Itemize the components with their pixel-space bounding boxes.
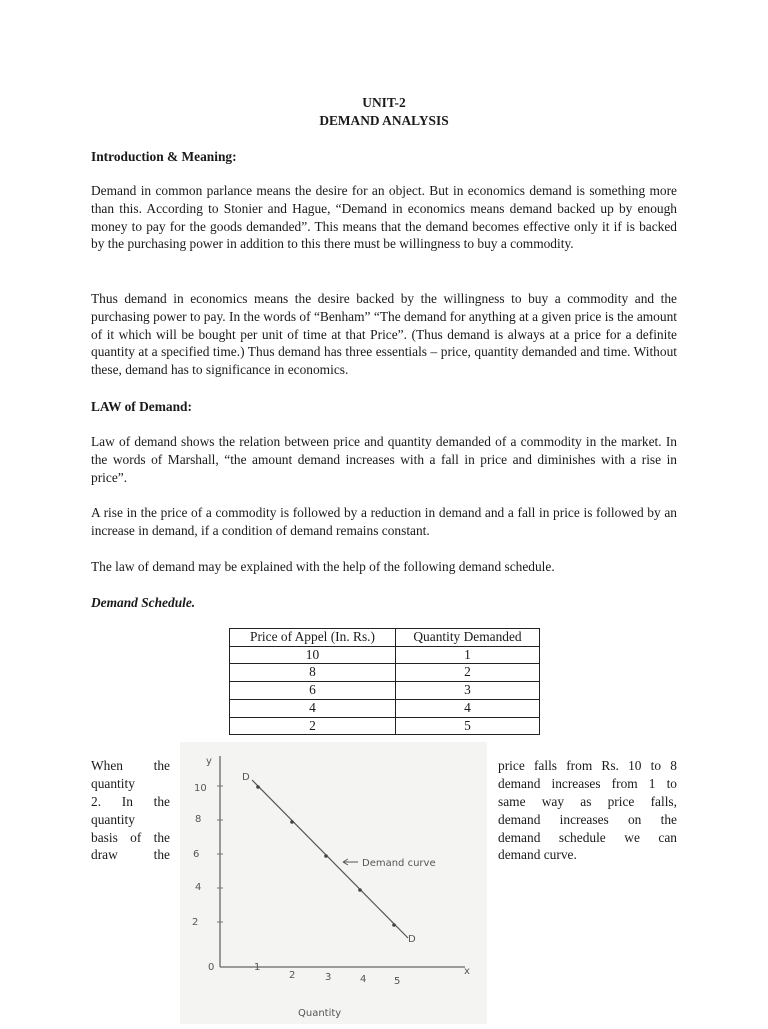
quantity-cell: 2	[396, 664, 540, 682]
wrap-line	[91, 811, 170, 829]
wrap-word: quantity	[91, 811, 135, 827]
wrap-word: draw	[91, 847, 118, 863]
wrap-word: the	[153, 829, 170, 845]
unit-label: UNIT-2	[362, 95, 406, 110]
y-tick-label: 4	[195, 882, 202, 893]
wrap-word: 2.	[91, 793, 102, 809]
x-axis-label: Quantity	[298, 1008, 342, 1019]
schedule-heading: Demand Schedule.	[91, 595, 196, 610]
demand-curve-annotation: Demand curve	[362, 858, 436, 869]
wrap-word: quantity	[91, 775, 135, 791]
x-tick-label: 3	[325, 972, 332, 983]
intro-paragraph-1: Demand in common parlance means the desire for an object. But in economics demand is something more than this. According to Stonier and Hague, “Demand in economics means demand backed up by enough money to pay for the goods demanded”. This means that the demand becomes effective only it if is backed by the purchasing power in addition to this there must be willingness to buy a commodity.	[91, 183, 677, 252]
wrap-word: When	[91, 758, 123, 773]
price-cell: 4	[230, 699, 396, 717]
curve-point	[392, 923, 396, 927]
law-paragraph-1: Law of demand shows the relation between price and quantity demanded of a commodity in the market. In the words of Marshall, “the amount demand increases with a fall in price and diminishes with a rise in price”.	[91, 434, 677, 485]
y-tick-label: 10	[194, 783, 207, 794]
column-header-price: Price of Appel (In. Rs.)	[230, 629, 396, 647]
intro-paragraph-2: Thus demand in economics means the desire backed by the willingness to buy a commodity and the purchasing power to pay. In the words of “Benham” “The demand for anything at a given price is the amount of it which will be bought per unit of time at that Price”. (Thus demand is always at a price for a definite quantity at a specified time.) Thus demand has three essentials – price, quantity demanded and time. Without these, demand has to significance in economics.	[91, 291, 677, 378]
wrap-line: same way as price falls,	[498, 793, 677, 809]
wrap-word: the	[153, 847, 170, 863]
table-row	[230, 646, 540, 664]
wrap-line	[91, 757, 170, 775]
column-header-quantity: Quantity Demanded	[396, 629, 540, 647]
price-cell: 10	[230, 646, 396, 664]
wrap-line	[91, 846, 170, 864]
wrap-line: demand schedule we can	[498, 829, 677, 845]
table-row	[230, 717, 540, 735]
wrap-text-right	[498, 757, 677, 864]
intro-heading: Introduction & Meaning:	[91, 149, 237, 164]
quantity-cell: 4	[396, 699, 540, 717]
price-cell: 6	[230, 682, 396, 700]
law-paragraph-2: A rise in the price of a commodity is followed by a reduction in demand and a fall in price is followed by an increase in demand, if a condition of demand remains constant.	[91, 505, 677, 538]
y-axis-letter: y	[206, 756, 212, 767]
wrap-word: the	[153, 793, 170, 809]
wrap-word: of	[130, 829, 142, 845]
wrap-line: price falls from Rs. 10 to 8	[498, 758, 677, 773]
price-cell: 2	[230, 717, 396, 735]
x-tick-label: 5	[394, 976, 401, 987]
wrap-line: demand curve.	[498, 847, 577, 863]
x-tick-label: 1	[254, 962, 261, 973]
wrap-line	[91, 829, 170, 847]
y-tick-label: 8	[195, 814, 202, 825]
quantity-cell: 3	[396, 682, 540, 700]
curve-point	[358, 888, 362, 892]
price-cell: 8	[230, 664, 396, 682]
wrap-line: demand increases from 1 to	[498, 775, 677, 791]
curve-label-bottom: D	[408, 934, 416, 945]
law-heading: LAW of Demand:	[91, 399, 192, 414]
table-header-row	[230, 629, 540, 647]
table-row	[230, 664, 540, 682]
origin-label: 0	[208, 962, 215, 973]
x-tick-label: 2	[289, 970, 296, 981]
curve-point	[256, 785, 260, 789]
quantity-cell: 5	[396, 717, 540, 735]
table-row	[230, 699, 540, 717]
wrap-text-left	[91, 757, 170, 864]
page-title: DEMAND ANALYSIS	[319, 113, 449, 128]
wrap-line	[91, 793, 170, 811]
wrap-word: the	[153, 758, 170, 773]
demand-curve-drawing	[180, 742, 487, 1024]
y-tick-label: 2	[192, 917, 199, 928]
law-paragraph-3: The law of demand may be explained with the help of the following demand schedule.	[91, 559, 555, 574]
wrap-line: demand increases on the	[498, 811, 677, 827]
y-tick-label: 6	[193, 849, 200, 860]
wrap-word: basis	[91, 829, 118, 845]
curve-label-top: D	[242, 772, 250, 783]
curve-point	[324, 854, 328, 858]
wrap-word: In	[121, 793, 133, 809]
curve-point	[290, 820, 294, 824]
table-row	[230, 682, 540, 700]
demand-schedule-table	[229, 628, 540, 735]
x-tick-label: 4	[360, 974, 367, 985]
quantity-cell: 1	[396, 646, 540, 664]
demand-curve-figure	[180, 742, 487, 1024]
wrap-line	[91, 775, 170, 793]
x-axis-letter: x	[464, 966, 470, 977]
